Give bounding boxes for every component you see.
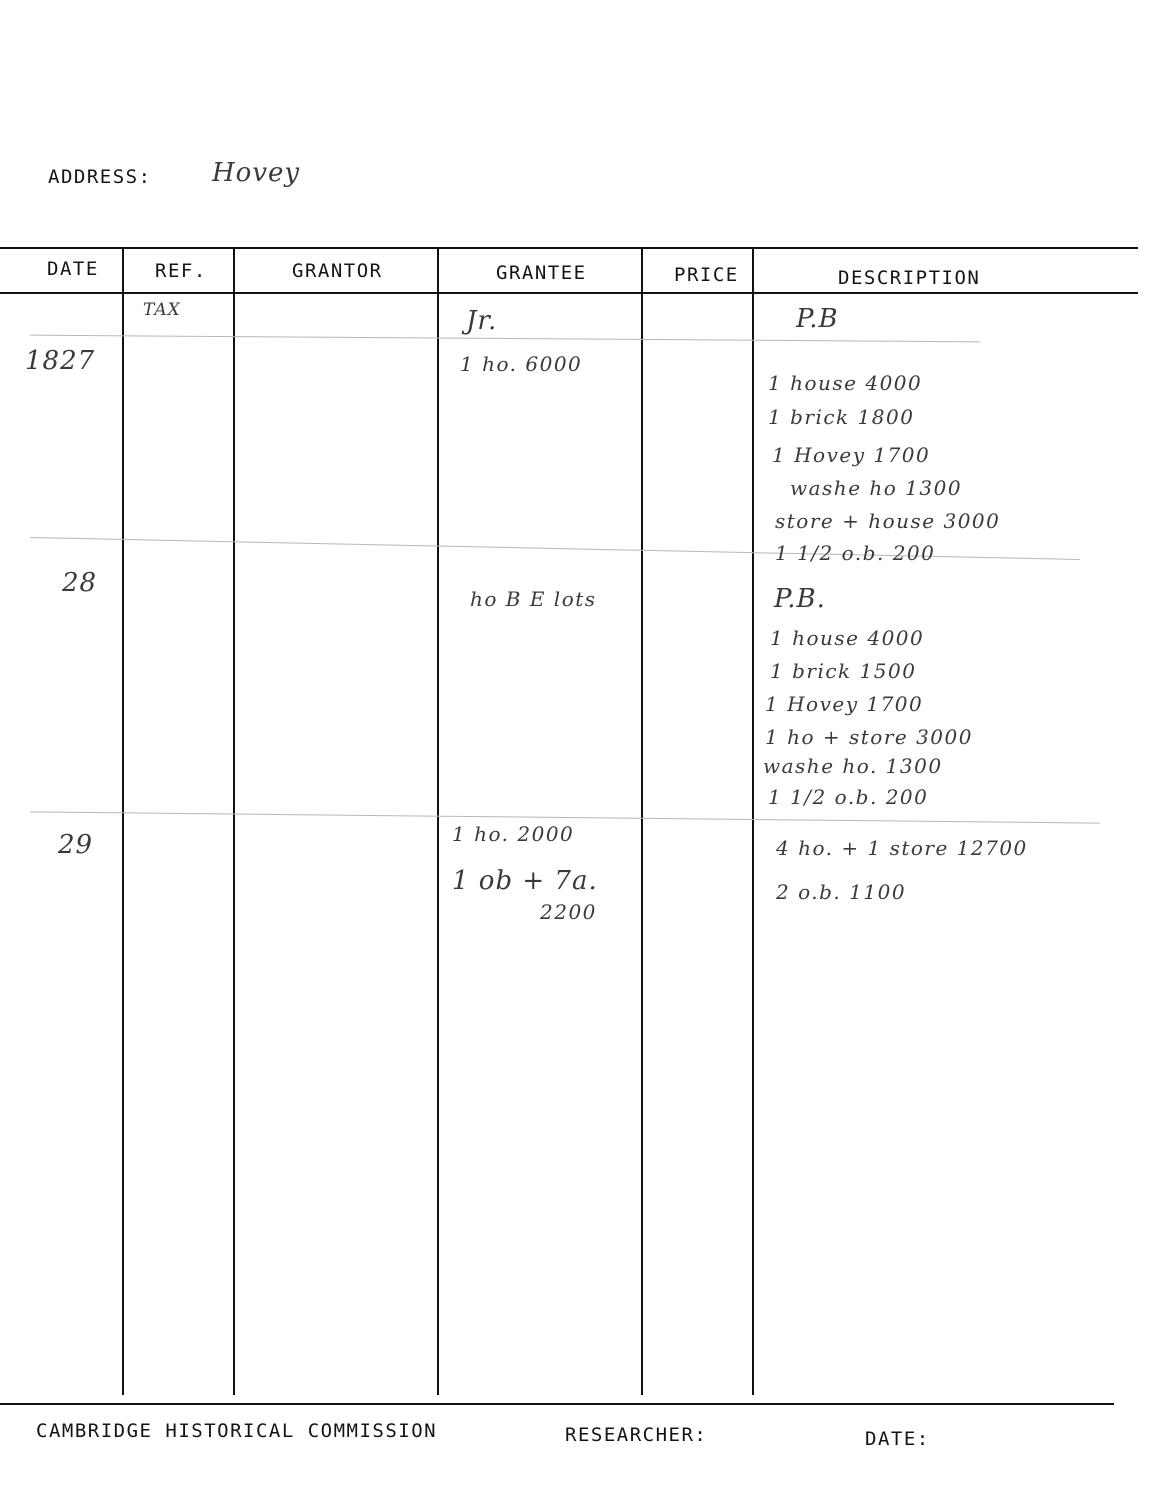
column-header-grantee: GRANTEE xyxy=(496,262,587,284)
date-label: DATE: xyxy=(865,1428,930,1450)
grantee-line: 1 ho. 2000 xyxy=(452,822,575,846)
researcher-label: RESEARCHER: xyxy=(565,1424,708,1446)
description-line: 1 1/2 o.b. 200 xyxy=(768,785,929,809)
column-header-description: DESCRIPTION xyxy=(838,267,981,289)
address-value: Hovey xyxy=(212,158,301,188)
grantee-line: ho B E lots xyxy=(470,587,597,611)
description-line: 2 o.b. 1100 xyxy=(776,880,907,904)
grantee-line: 1 ob + 7a. xyxy=(452,866,598,896)
grantee-line: 2200 xyxy=(540,900,597,924)
description-line: 1 1/2 o.b. 200 xyxy=(775,541,936,565)
address-label: ADDRESS: xyxy=(48,166,152,188)
grantee-note: Jr. xyxy=(466,306,498,336)
table-bottom-rule xyxy=(0,1403,1114,1405)
column-divider xyxy=(437,247,439,1395)
description-line: 1 Hovey 1700 xyxy=(772,443,931,467)
description-line: 1 brick 1500 xyxy=(770,659,917,683)
header-bottom-rule xyxy=(0,292,1138,294)
description-line: washe ho 1300 xyxy=(790,476,963,500)
column-divider xyxy=(641,247,643,1395)
ref-note: TAX xyxy=(143,300,181,320)
column-divider xyxy=(752,247,754,1395)
column-divider xyxy=(233,247,235,1395)
description-line: washe ho. 1300 xyxy=(763,754,943,778)
entry-date: 29 xyxy=(58,830,94,860)
description-line: 1 Hovey 1700 xyxy=(765,692,924,716)
description-line: store + house 3000 xyxy=(775,509,1001,533)
table-top-rule xyxy=(0,247,1138,249)
grantee-line: 1 ho. 6000 xyxy=(460,352,583,376)
description-line: 1 ho + store 3000 xyxy=(765,725,973,749)
entry-date: 1827 xyxy=(25,346,96,376)
description-line: P.B. xyxy=(774,584,826,614)
entry-date: 28 xyxy=(62,568,98,598)
description-line: 1 brick 1800 xyxy=(768,405,915,429)
column-divider xyxy=(122,247,124,1395)
column-header-grantor: GRANTOR xyxy=(292,260,383,282)
column-header-ref: REF. xyxy=(155,260,207,282)
column-header-price: PRICE xyxy=(674,264,739,286)
description-line: 1 house 4000 xyxy=(770,626,925,650)
description-line: P.B xyxy=(796,304,839,334)
organization-name: CAMBRIDGE HISTORICAL COMMISSION xyxy=(36,1420,438,1442)
description-line: 4 ho. + 1 store 12700 xyxy=(776,836,1028,860)
pencil-line xyxy=(30,335,980,343)
column-header-date: DATE xyxy=(47,258,99,280)
description-line: 1 house 4000 xyxy=(768,371,923,395)
